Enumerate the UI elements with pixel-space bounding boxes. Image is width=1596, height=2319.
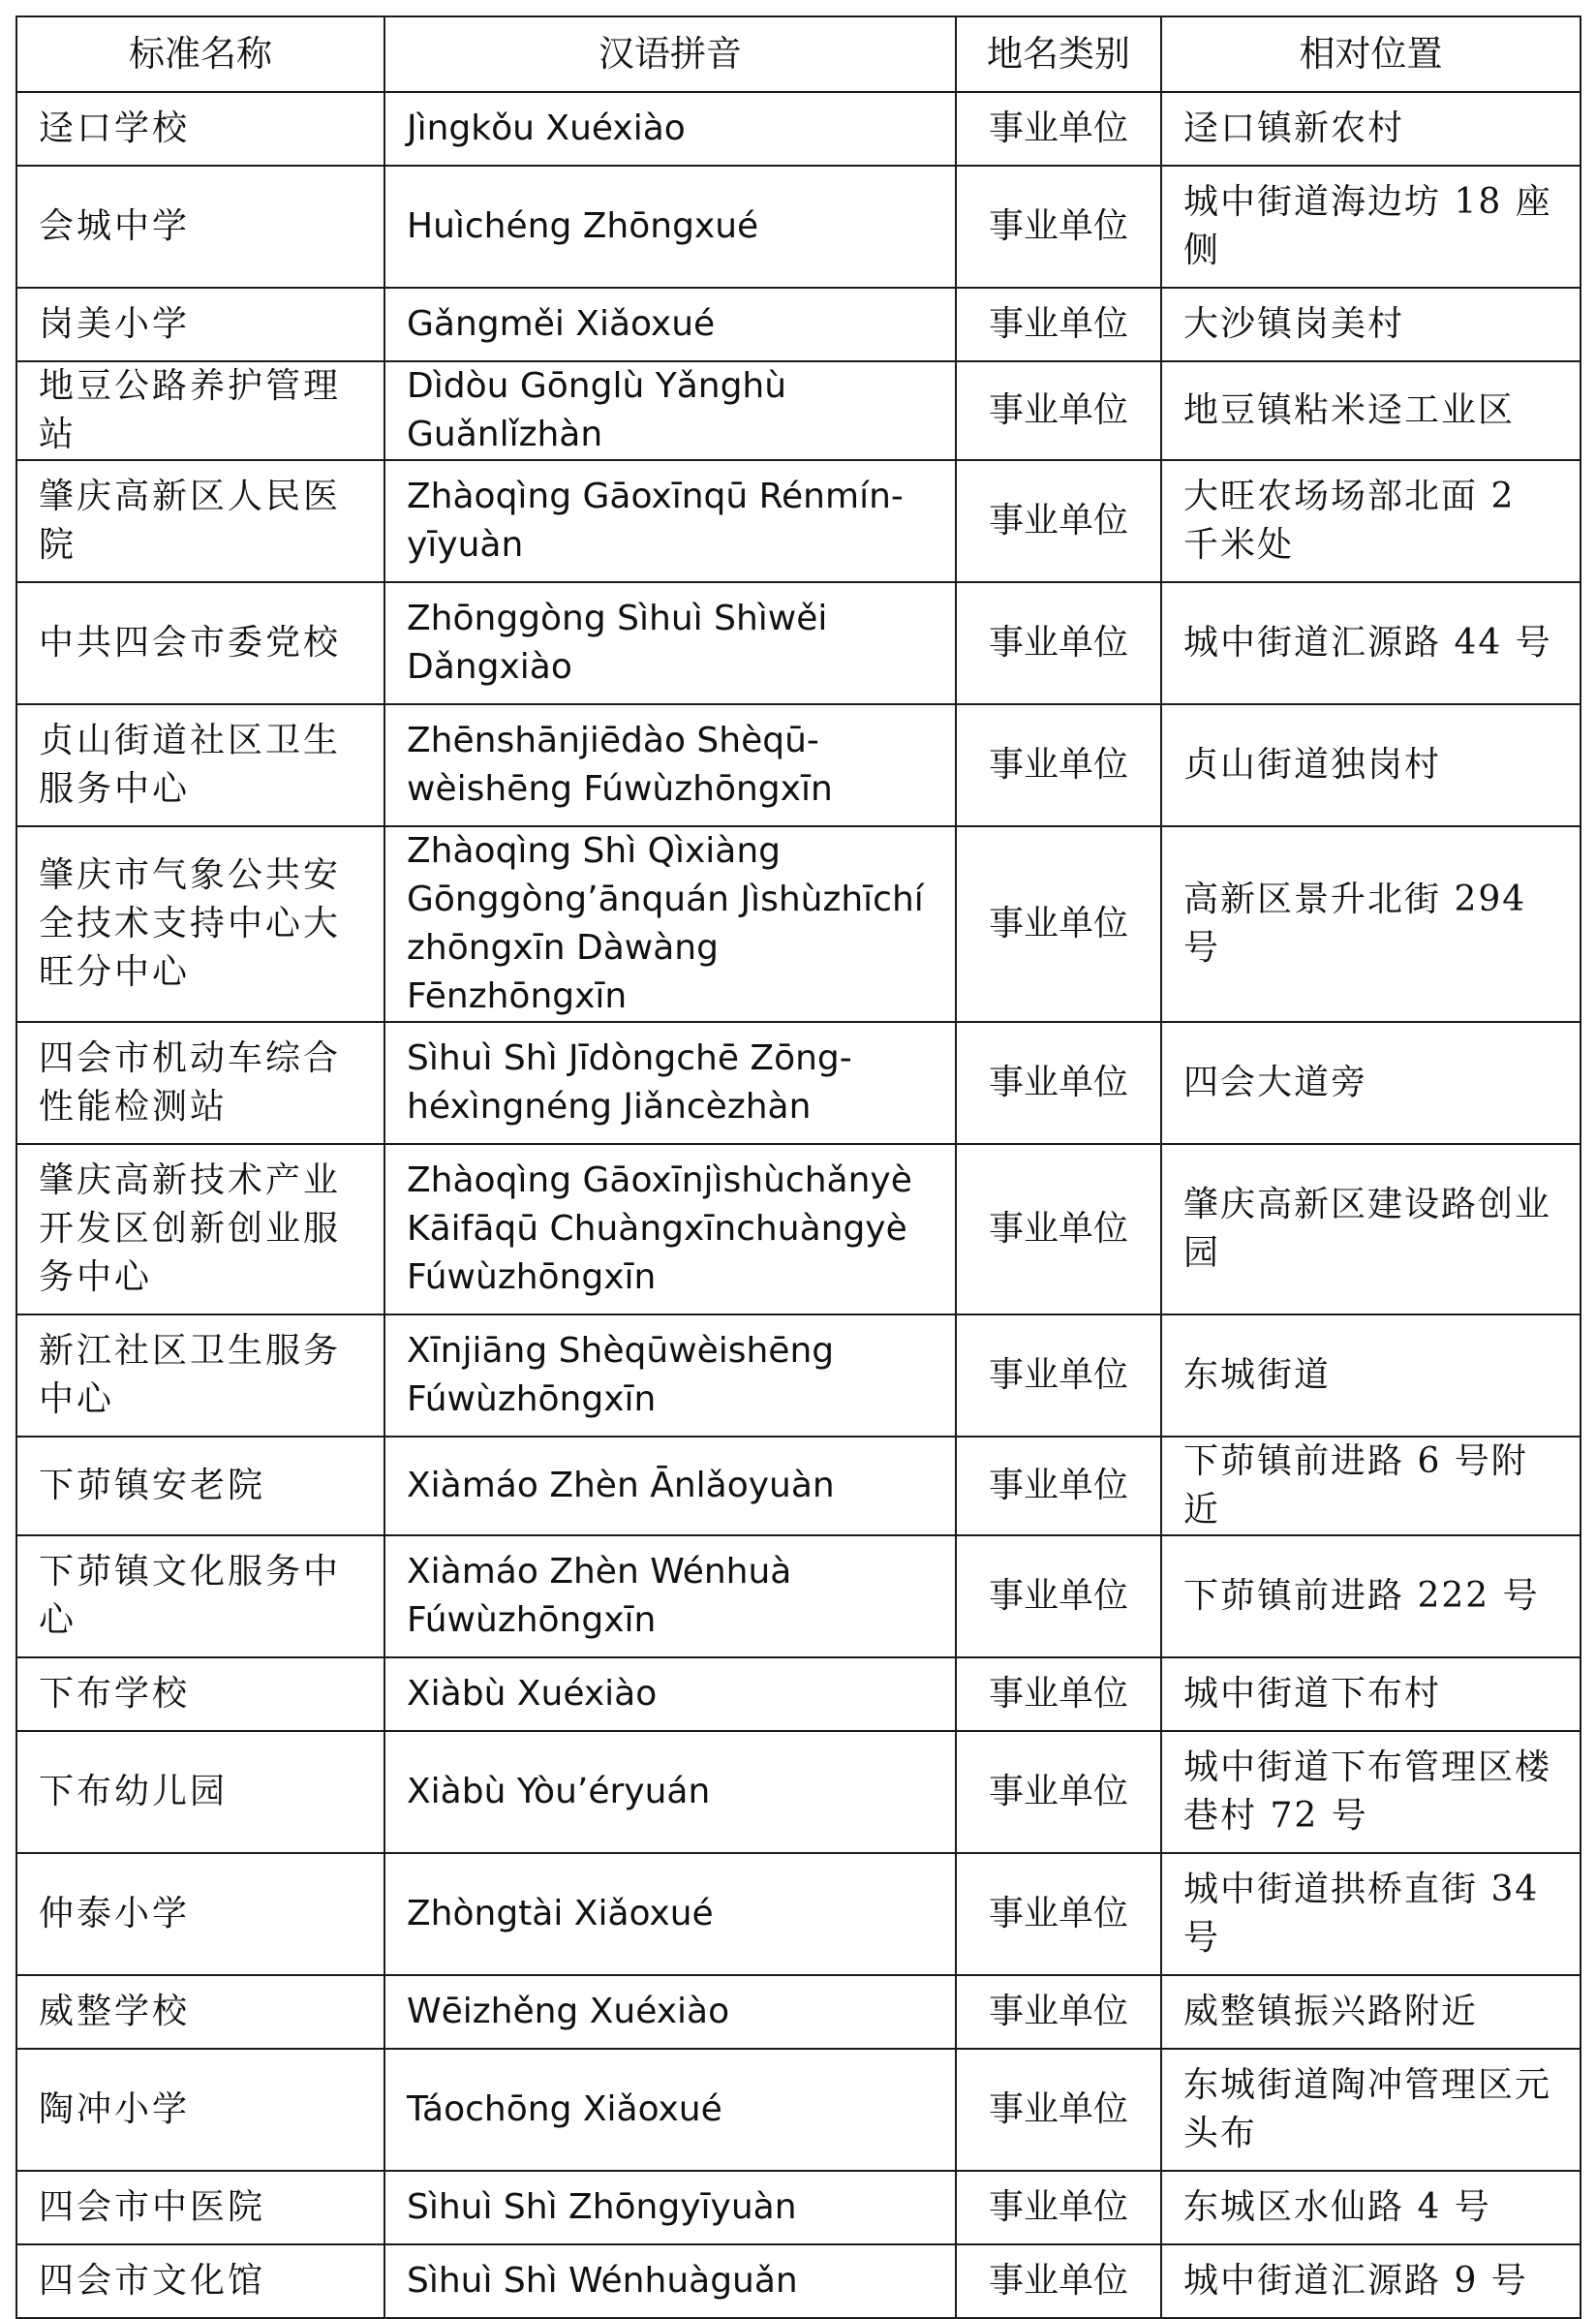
cell-standard-name: 下布学校 <box>16 1657 384 1731</box>
cell-standard-name: 会城中学 <box>16 166 384 288</box>
cell-category: 事业单位 <box>956 1975 1161 2049</box>
cell-category: 事业单位 <box>956 361 1161 460</box>
cell-pinyin: Gǎngměi Xiǎoxué <box>384 288 956 361</box>
cell-category: 事业单位 <box>956 2049 1161 2171</box>
table-row <box>16 2244 1581 2318</box>
cell-location: 大沙镇岗美村 <box>1161 288 1581 361</box>
table-body <box>16 92 1581 2318</box>
cell-pinyin: Jìngkǒu Xuéxiào <box>384 92 956 166</box>
cell-pinyin: Xiàmáo Zhèn Wénhuà Fúwùzhōngxīn <box>384 1535 956 1657</box>
table-row <box>16 1535 1581 1657</box>
cell-standard-name: 肇庆市气象公共安全技术支持中心大旺分中心 <box>16 826 384 1022</box>
cell-standard-name: 新江社区卫生服务中心 <box>16 1314 384 1437</box>
cell-pinyin: Wēizhěng Xuéxiào <box>384 1975 956 2049</box>
table-row <box>16 1314 1581 1437</box>
table-row <box>16 582 1581 704</box>
cell-standard-name: 下布幼儿园 <box>16 1731 384 1853</box>
cell-location: 迳口镇新农村 <box>1161 92 1581 166</box>
cell-category: 事业单位 <box>956 582 1161 704</box>
cell-location: 城中街道汇源路 44 号 <box>1161 582 1581 704</box>
cell-standard-name: 肇庆高新区人民医院 <box>16 460 384 582</box>
cell-category: 事业单位 <box>956 2244 1161 2318</box>
table-header-row <box>16 16 1581 92</box>
cell-location: 城中街道下布村 <box>1161 1657 1581 1731</box>
cell-location: 贞山街道独岗村 <box>1161 704 1581 826</box>
cell-category: 事业单位 <box>956 1314 1161 1437</box>
cell-category: 事业单位 <box>956 704 1161 826</box>
table-row <box>16 1731 1581 1853</box>
cell-pinyin: Sìhuì Shì Jīdòngchē Zōng-héxìngnéng Jiǎncèzhàn <box>384 1022 956 1144</box>
cell-location: 东城区水仙路 4 号 <box>1161 2171 1581 2244</box>
cell-standard-name: 岗美小学 <box>16 288 384 361</box>
cell-pinyin: Táochōng Xiǎoxué <box>384 2049 956 2171</box>
table-row <box>16 288 1581 361</box>
table-row <box>16 460 1581 582</box>
cell-standard-name: 贞山街道社区卫生服务中心 <box>16 704 384 826</box>
header-category: 地名类别 <box>956 16 1161 92</box>
cell-standard-name: 威整学校 <box>16 1975 384 2049</box>
table-row <box>16 166 1581 288</box>
cell-category: 事业单位 <box>956 826 1161 1022</box>
cell-standard-name: 下茆镇文化服务中心 <box>16 1535 384 1657</box>
header-standard-name: 标准名称 <box>16 16 384 92</box>
cell-location: 城中街道海边坊 18 座侧 <box>1161 166 1581 288</box>
cell-location: 四会大道旁 <box>1161 1022 1581 1144</box>
table-row <box>16 2049 1581 2171</box>
header-pinyin: 汉语拼音 <box>384 16 956 92</box>
cell-pinyin: Zhòngtài Xiǎoxué <box>384 1853 956 1975</box>
cell-standard-name: 四会市文化馆 <box>16 2244 384 2318</box>
table-row <box>16 1022 1581 1144</box>
cell-pinyin: Xīnjiāng Shèqūwèishēng Fúwùzhōngxīn <box>384 1314 956 1437</box>
cell-standard-name: 四会市机动车综合性能检测站 <box>16 1022 384 1144</box>
table-row <box>16 1657 1581 1731</box>
cell-category: 事业单位 <box>956 1022 1161 1144</box>
cell-pinyin: Xiàbù Xuéxiào <box>384 1657 956 1731</box>
cell-category: 事业单位 <box>956 2171 1161 2244</box>
cell-standard-name: 陶冲小学 <box>16 2049 384 2171</box>
cell-location: 城中街道汇源路 9 号 <box>1161 2244 1581 2318</box>
cell-pinyin: Xiàbù Yòu’éryuán <box>384 1731 956 1853</box>
cell-category: 事业单位 <box>956 288 1161 361</box>
cell-pinyin: Zhàoqìng Shì Qìxiàng Gōnggòng’ānquán Jìshùzhīchí zhōngxīn Dàwàng Fēnzhōngxīn <box>384 826 956 1022</box>
place-name-table <box>15 15 1581 2319</box>
table-row <box>16 1144 1581 1314</box>
cell-category: 事业单位 <box>956 1657 1161 1731</box>
table-row <box>16 2171 1581 2244</box>
cell-location: 城中街道拱桥直街 34 号 <box>1161 1853 1581 1975</box>
cell-pinyin: Dìdòu Gōnglù Yǎnghù Guǎnlǐzhàn <box>384 361 956 460</box>
cell-category: 事业单位 <box>956 166 1161 288</box>
cell-location: 东城街道陶冲管理区元头布 <box>1161 2049 1581 2171</box>
cell-category: 事业单位 <box>956 1535 1161 1657</box>
cell-category: 事业单位 <box>956 1731 1161 1853</box>
cell-standard-name: 仲泰小学 <box>16 1853 384 1975</box>
cell-location: 大旺农场场部北面 2 千米处 <box>1161 460 1581 582</box>
cell-location: 下茆镇前进路 222 号 <box>1161 1535 1581 1657</box>
cell-category: 事业单位 <box>956 92 1161 166</box>
table-row <box>16 826 1581 1022</box>
cell-pinyin: Sìhuì Shì Zhōngyīyuàn <box>384 2171 956 2244</box>
cell-standard-name: 四会市中医院 <box>16 2171 384 2244</box>
cell-standard-name: 下茆镇安老院 <box>16 1437 384 1535</box>
cell-location: 威整镇振兴路附近 <box>1161 1975 1581 2049</box>
cell-location: 下茆镇前进路 6 号附近 <box>1161 1437 1581 1535</box>
cell-standard-name: 地豆公路养护管理站 <box>16 361 384 460</box>
cell-category: 事业单位 <box>956 460 1161 582</box>
cell-pinyin: Zhàoqìng Gāoxīnqū Rénmín-yīyuàn <box>384 460 956 582</box>
cell-location: 城中街道下布管理区楼巷村 72 号 <box>1161 1731 1581 1853</box>
cell-pinyin: Huìchéng Zhōngxué <box>384 166 956 288</box>
cell-pinyin: Zhōnggòng Sìhuì Shìwěi Dǎngxiào <box>384 582 956 704</box>
cell-location: 高新区景升北街 294 号 <box>1161 826 1581 1022</box>
cell-pinyin: Xiàmáo Zhèn Ānlǎoyuàn <box>384 1437 956 1535</box>
table-row <box>16 1853 1581 1975</box>
cell-pinyin: Zhàoqìng Gāoxīnjìshùchǎnyè Kāifāqū Chuàngxīnchuàngyè Fúwùzhōngxīn <box>384 1144 956 1314</box>
header-location: 相对位置 <box>1161 16 1581 92</box>
table-row <box>16 92 1581 166</box>
cell-standard-name: 中共四会市委党校 <box>16 582 384 704</box>
cell-category: 事业单位 <box>956 1437 1161 1535</box>
cell-category: 事业单位 <box>956 1144 1161 1314</box>
cell-standard-name: 迳口学校 <box>16 92 384 166</box>
table-row <box>16 1437 1581 1535</box>
cell-pinyin: Sìhuì Shì Wénhuàguǎn <box>384 2244 956 2318</box>
cell-standard-name: 肇庆高新技术产业开发区创新创业服务中心 <box>16 1144 384 1314</box>
cell-location: 东城街道 <box>1161 1314 1581 1437</box>
cell-location: 地豆镇粘米迳工业区 <box>1161 361 1581 460</box>
cell-pinyin: Zhēnshānjiēdào Shèqū-wèishēng Fúwùzhōngxīn <box>384 704 956 826</box>
table-row <box>16 704 1581 826</box>
table-row <box>16 1975 1581 2049</box>
cell-location: 肇庆高新区建设路创业园 <box>1161 1144 1581 1314</box>
cell-category: 事业单位 <box>956 1853 1161 1975</box>
table-row <box>16 361 1581 460</box>
